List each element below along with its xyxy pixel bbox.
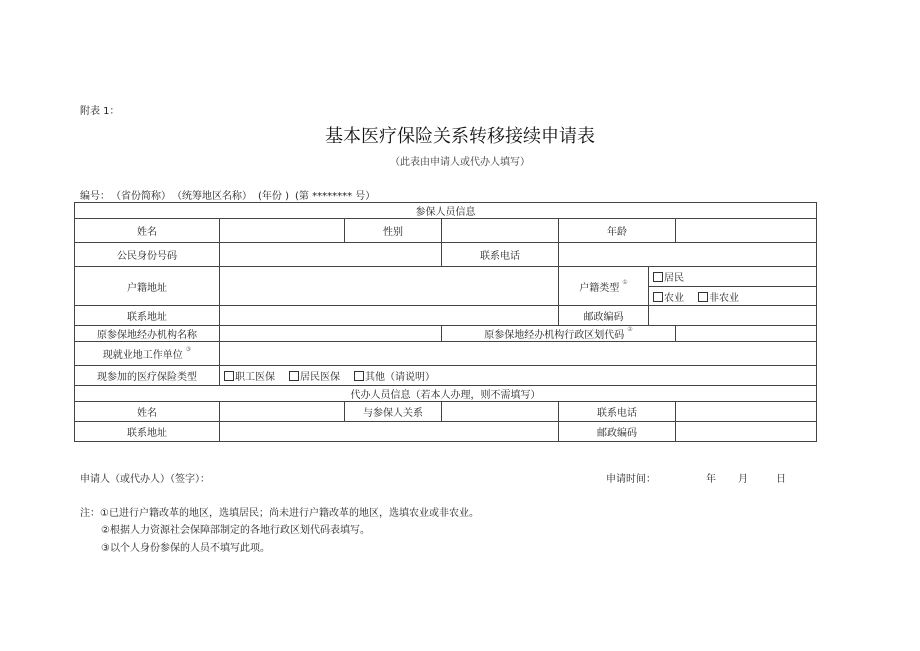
hukou-address-field[interactable] — [220, 267, 559, 306]
age-label: 年龄 — [559, 219, 676, 243]
serial-province: （省份简称） — [116, 191, 171, 202]
note-mark-1: ① — [622, 278, 628, 286]
contact-address-label: 联系地址 — [75, 306, 220, 326]
serial-region: （统筹地区名称） — [177, 191, 252, 202]
day-label: 日 — [776, 474, 786, 485]
agent-section-title: 代办人员信息（若本人办理，则不需填写） — [75, 386, 817, 402]
hukou-type-agri-cell — [649, 287, 817, 306]
name-field[interactable] — [220, 219, 345, 243]
note-3: ③以个人身份参保的人员不填写此项。 — [101, 543, 270, 554]
original-agency-label: 原参保地经办机构名称 — [75, 326, 220, 342]
resident-insurance-checkbox[interactable] — [289, 371, 299, 381]
resident-checkbox[interactable] — [653, 272, 663, 282]
serial-number: (第 ******** 号） — [294, 191, 376, 202]
note-1: 注：①已进行户籍改革的地区，选填居民；尚未进行户籍改革的地区，选填农业或非农业。 — [80, 508, 479, 519]
employer-text: 现就业地工作单位 — [102, 350, 183, 361]
insurance-type-label: 现参加的医疗保险类型 — [75, 366, 220, 386]
application-form-table — [74, 202, 817, 442]
non-agricultural-checkbox[interactable] — [698, 292, 708, 302]
agricultural-checkbox[interactable] — [653, 292, 663, 302]
year-label: 年 — [706, 474, 716, 485]
original-region-code-field[interactable] — [676, 326, 817, 342]
apply-time-line — [606, 470, 786, 485]
phone-field[interactable] — [559, 243, 817, 267]
gender-label: 性别 — [345, 219, 442, 243]
agent-phone-field[interactable] — [676, 402, 817, 422]
agent-postcode-label: 邮政编码 — [559, 422, 676, 442]
agent-phone-label: 联系电话 — [559, 402, 676, 422]
contact-address-field[interactable] — [220, 306, 559, 326]
other-insurance-checkbox[interactable] — [354, 371, 364, 381]
insured-section-title: 参保人员信息 — [75, 203, 817, 219]
age-field[interactable] — [676, 219, 817, 243]
agricultural-option-label: 农业 — [664, 292, 684, 304]
appendix-label: 附表 1： — [80, 106, 120, 117]
postcode-field[interactable] — [649, 306, 817, 326]
employer-field[interactable] — [220, 342, 817, 366]
agent-relation-field[interactable] — [442, 402, 559, 422]
resident-option-label: 居民 — [664, 273, 684, 284]
hukou-address-label: 户籍地址 — [75, 267, 220, 306]
agent-contact-address-field[interactable] — [220, 422, 559, 442]
agent-relation-label: 与参保人关系 — [345, 402, 442, 422]
other-insurance-label: 其他（请说明） — [365, 372, 435, 383]
original-region-code-text: 原参保地经办机构行政区划代码 — [484, 330, 625, 341]
hukou-type-resident-cell — [649, 267, 817, 287]
id-number-field[interactable] — [220, 243, 442, 267]
agent-contact-address-label: 联系地址 — [75, 422, 220, 442]
form-title: 基本医疗保险关系转移接续申请表 — [325, 126, 595, 147]
serial-year: (年份 ) — [258, 191, 289, 202]
original-region-code-label — [442, 326, 676, 342]
serial-label: 编号： — [80, 191, 110, 202]
employer-label — [75, 342, 220, 366]
original-agency-field[interactable] — [220, 326, 442, 342]
serial-number-line — [80, 187, 381, 202]
note-2: ②根据人力资源社会保障部制定的各地行政区划代码表填写。 — [101, 525, 370, 536]
agent-name-label: 姓名 — [75, 402, 220, 422]
note-mark-2: ② — [627, 326, 633, 333]
gender-field[interactable] — [442, 219, 559, 243]
employee-insurance-checkbox[interactable] — [224, 371, 234, 381]
employee-insurance-label: 职工医保 — [235, 372, 275, 383]
note-mark-3: ③ — [185, 346, 192, 353]
phone-label: 联系电话 — [442, 243, 559, 267]
form-subtitle: （此表由申请人或代办人填写） — [390, 157, 530, 168]
non-agricultural-option-label: 非农业 — [709, 292, 739, 304]
agent-name-field[interactable] — [220, 402, 345, 422]
applicant-signature-label: 申请人（或代办人）（签字）： — [80, 474, 210, 485]
postcode-label: 邮政编码 — [559, 306, 649, 326]
insurance-type-options — [220, 366, 817, 386]
hukou-type-label — [559, 267, 649, 306]
apply-time-label: 申请时间： — [606, 474, 656, 485]
resident-insurance-label: 居民医保 — [300, 372, 340, 383]
id-number-label: 公民身份号码 — [75, 243, 220, 267]
name-label: 姓名 — [75, 219, 220, 243]
month-label: 月 — [738, 474, 748, 485]
agent-postcode-field[interactable] — [676, 422, 817, 442]
hukou-type-text: 户籍类型 — [579, 282, 620, 294]
